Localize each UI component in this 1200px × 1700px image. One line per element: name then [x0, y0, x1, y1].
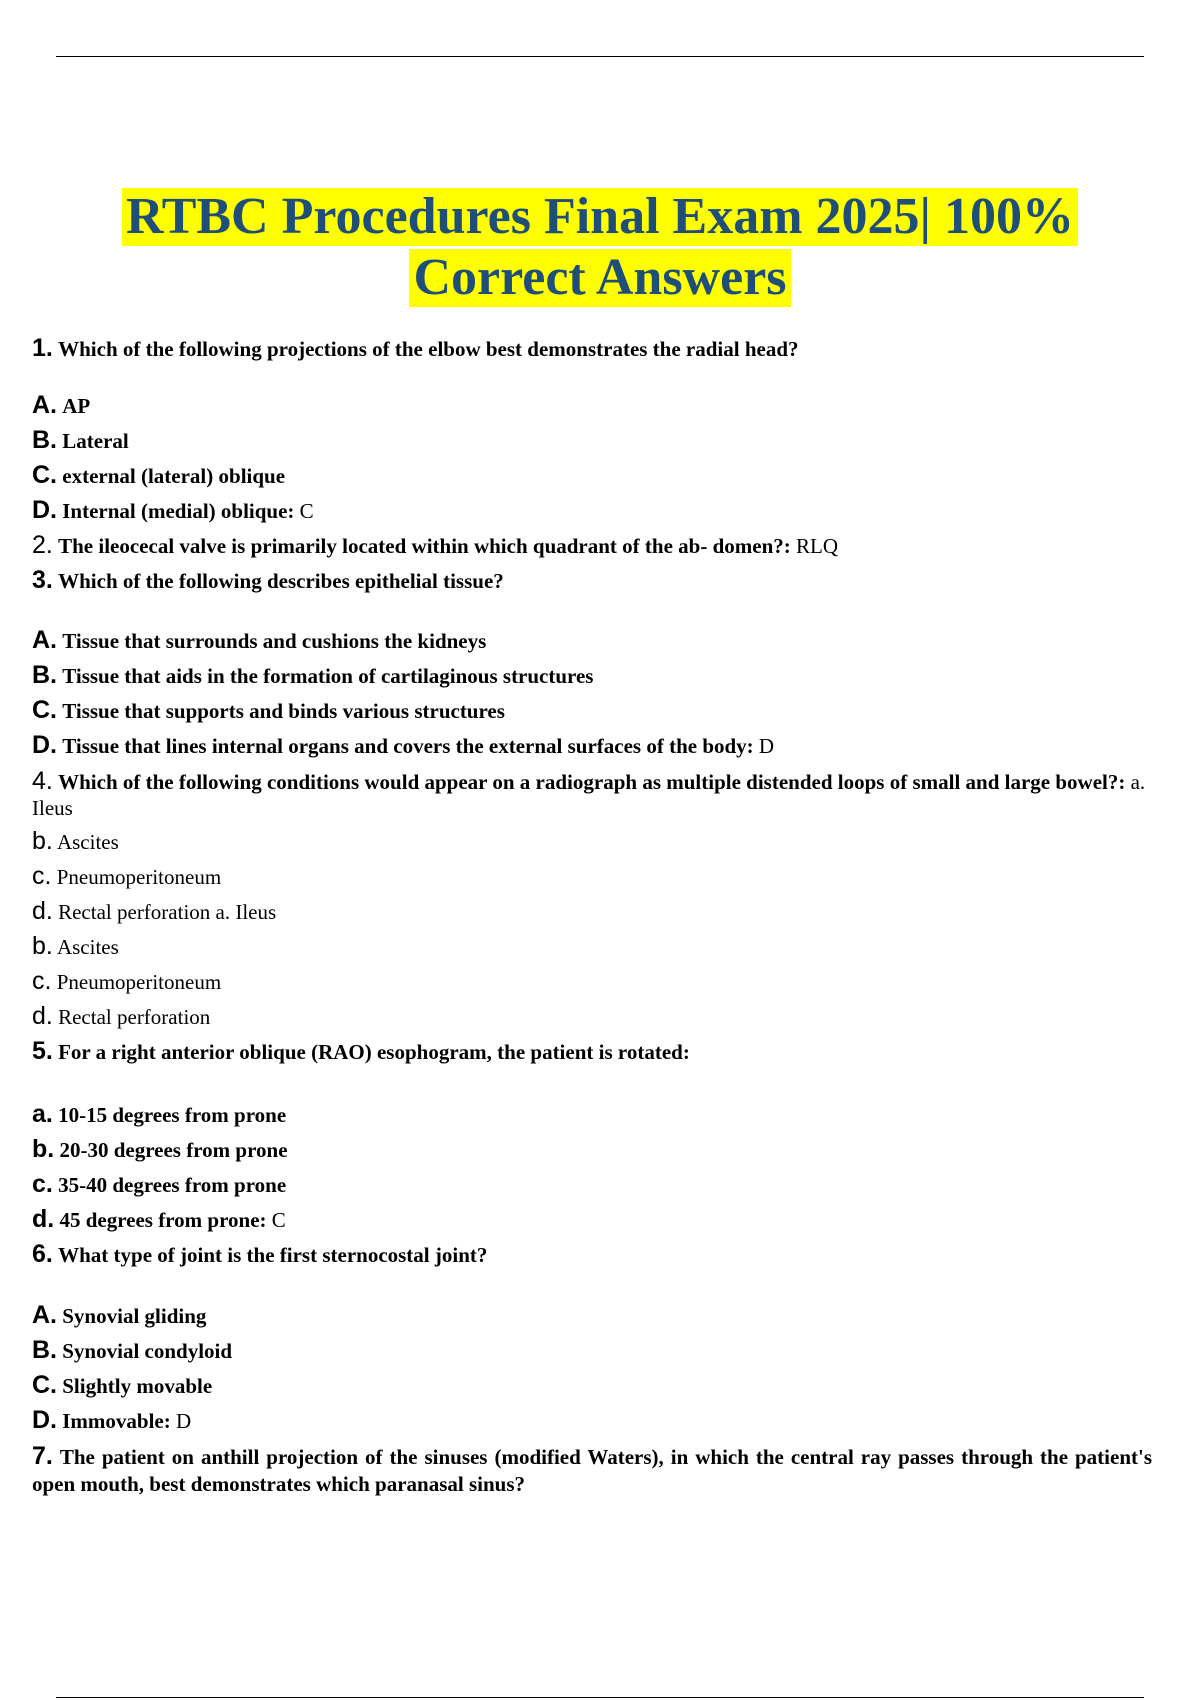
question-number: 2. — [32, 531, 53, 559]
option-d — [32, 733, 1152, 758]
option-text: 20-30 degrees from prone — [59, 1138, 288, 1162]
option-b — [32, 829, 1152, 854]
question-text: Which of the following conditions would appear on a radiograph as multiple distended loops of small and large bowel?: — [58, 770, 1126, 794]
option-a — [32, 1303, 1152, 1328]
option-b — [32, 1137, 1152, 1162]
answer-text: C — [299, 499, 314, 523]
option-marker: b. — [32, 932, 53, 960]
option-marker: c. — [32, 1170, 53, 1198]
answer-text: a. Ileus — [32, 770, 1146, 820]
question-number: 6. — [32, 1240, 53, 1268]
option-marker: d. — [32, 1205, 55, 1233]
option-marker: A. — [32, 391, 57, 419]
option-text: Synovial condyloid — [62, 1339, 233, 1363]
option-text: Tissue that aids in the formation of cartilaginous structures — [62, 664, 594, 688]
bottom-rule — [56, 1697, 1144, 1698]
option-c — [32, 698, 1152, 723]
answer-text: D — [758, 734, 775, 758]
option-b — [32, 1338, 1152, 1363]
option-a — [32, 628, 1152, 653]
option-d — [32, 899, 1152, 924]
option-marker: B. — [32, 426, 57, 454]
option-marker: d. — [32, 897, 53, 925]
option-text: 45 degrees from prone: — [59, 1208, 267, 1232]
option-b — [32, 934, 1152, 959]
option-text: Rectal perforation — [58, 1005, 211, 1029]
question-number: 1. — [32, 334, 53, 362]
option-b — [32, 428, 1152, 453]
question-number: 3. — [32, 566, 53, 594]
document-title — [0, 188, 1200, 307]
title-line-1: RTBC Procedures Final Exam 2025| 100% — [122, 188, 1078, 246]
option-marker: C. — [32, 1371, 57, 1399]
option-text: Lateral — [62, 429, 129, 453]
option-marker: a. — [32, 1100, 53, 1128]
question-text: Which of the following projections of the elbow best demonstrates the radial head? — [58, 337, 799, 361]
question-3 — [32, 568, 1152, 593]
option-c — [32, 864, 1152, 889]
question-text: For a right anterior oblique (RAO) esophogram, the patient is rotated: — [58, 1040, 690, 1064]
option-text: AP — [62, 394, 91, 418]
question-5 — [32, 1039, 1152, 1064]
option-marker: B. — [32, 661, 57, 689]
option-marker: C. — [32, 461, 57, 489]
option-marker: D. — [32, 1406, 57, 1434]
option-text: Tissue that surrounds and cushions the kidneys — [62, 629, 487, 653]
option-marker: A. — [32, 626, 57, 654]
option-text: Tissue that lines internal organs and covers the external surfaces of the body: — [62, 734, 754, 758]
question-4 — [32, 768, 1152, 821]
question-number: 4. — [32, 767, 53, 795]
option-marker: b. — [32, 827, 53, 855]
question-2 — [32, 533, 1152, 558]
option-marker: C. — [32, 696, 57, 724]
option-marker: c. — [32, 862, 52, 890]
question-number: 7. — [32, 1442, 53, 1470]
question-text: The patient on anthill projection of the sinuses (modified Waters), in which the central ray passes through the patient's open mouth, best demonstrates which paranasal sinus? — [32, 1445, 1152, 1496]
option-marker: b. — [32, 1135, 55, 1163]
option-text: 35-40 degrees from prone — [58, 1173, 287, 1197]
option-text: 10-15 degrees from prone — [58, 1103, 287, 1127]
question-6 — [32, 1242, 1152, 1267]
option-text: Slightly movable — [62, 1374, 213, 1398]
option-d — [32, 1004, 1152, 1029]
answer-text: C — [271, 1208, 286, 1232]
top-rule — [56, 56, 1144, 57]
option-c — [32, 463, 1152, 488]
question-text: Which of the following describes epithelial tissue? — [58, 569, 504, 593]
question-number: 5. — [32, 1037, 53, 1065]
question-list — [32, 336, 1152, 1498]
option-c — [32, 1373, 1152, 1398]
title-line-2: Correct Answers — [409, 249, 790, 307]
answer-text: D — [176, 1409, 192, 1433]
question-7 — [32, 1443, 1152, 1498]
option-text: Ascites — [56, 935, 119, 959]
option-marker: D. — [32, 496, 57, 524]
option-marker: c. — [32, 967, 52, 995]
option-text: Synovial gliding — [62, 1304, 207, 1328]
option-text: Pneumoperitoneum — [56, 970, 222, 994]
option-text: Internal (medial) oblique: — [62, 499, 295, 523]
question-1 — [32, 336, 1152, 361]
question-text: The ileocecal valve is primarily located within which quadrant of the ab- domen?: — [58, 534, 791, 558]
option-text: Ascites — [56, 830, 119, 854]
option-a — [32, 1102, 1152, 1127]
option-d — [32, 1408, 1152, 1433]
option-d — [32, 498, 1152, 523]
option-marker: D. — [32, 731, 57, 759]
option-c — [32, 969, 1152, 994]
option-text: Tissue that supports and binds various structures — [62, 699, 505, 723]
option-a — [32, 393, 1152, 418]
option-text: Immovable: — [62, 1409, 171, 1433]
question-text: What type of joint is the first sternocostal joint? — [58, 1243, 488, 1267]
option-b — [32, 663, 1152, 688]
option-marker: d. — [32, 1002, 53, 1030]
option-d — [32, 1207, 1152, 1232]
answer-text: RLQ — [796, 534, 839, 558]
option-c — [32, 1172, 1152, 1197]
option-marker: B. — [32, 1336, 57, 1364]
option-text: Pneumoperitoneum — [56, 865, 222, 889]
option-text: external (lateral) oblique — [62, 464, 286, 488]
option-marker: A. — [32, 1301, 57, 1329]
option-text: Rectal perforation a. Ileus — [58, 900, 277, 924]
